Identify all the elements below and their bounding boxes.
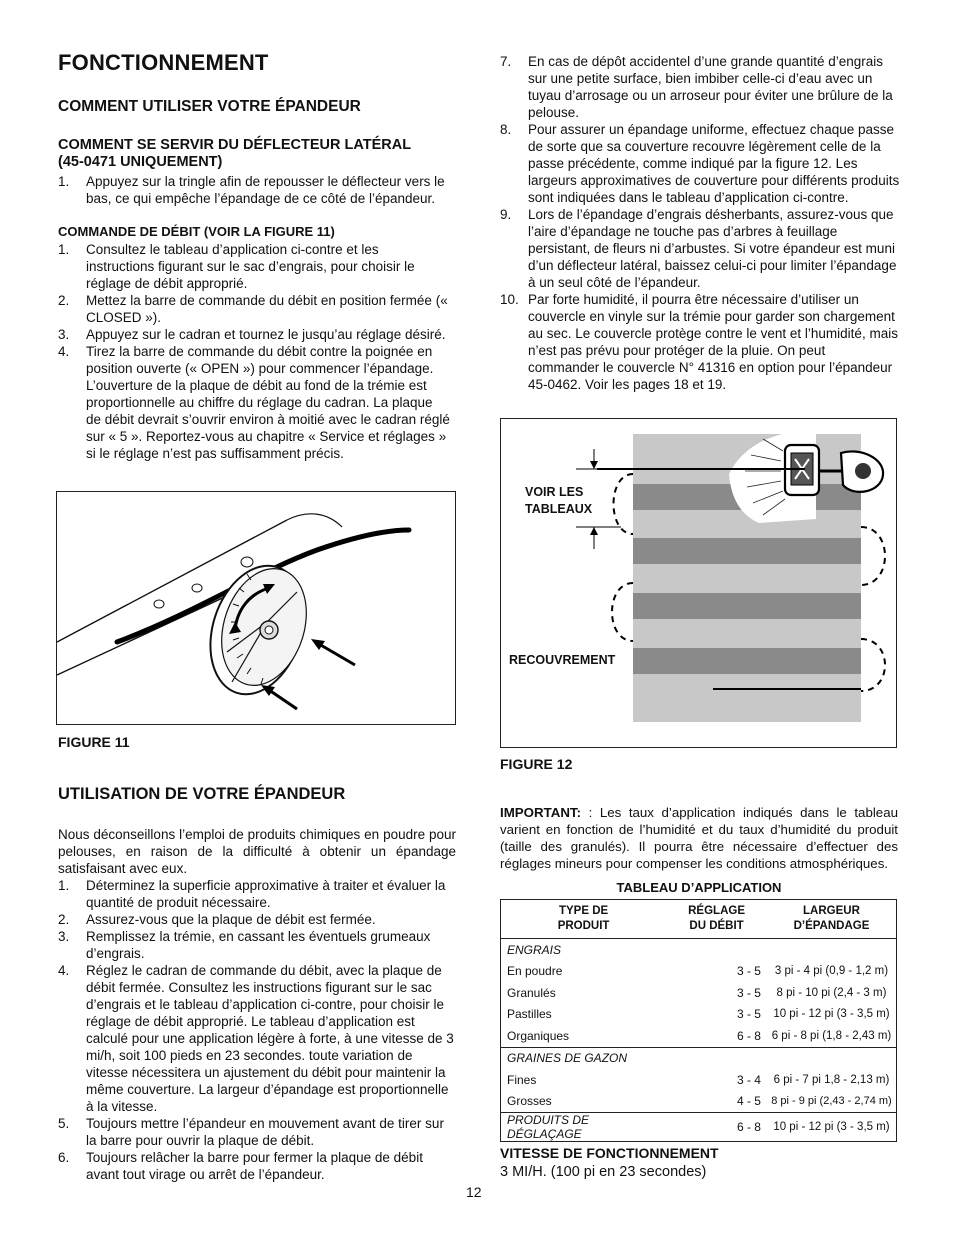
group-row: ENGRAIS bbox=[507, 942, 562, 957]
section-heading-usage: COMMENT UTILISER VOTRE ÉPANDEUR bbox=[58, 98, 361, 115]
figure-11-caption: FIGURE 11 bbox=[58, 734, 130, 750]
page-title: FONCTIONNEMENT bbox=[58, 50, 269, 75]
list-item: 9. Lors de l’épandage d’engrais désherbants, assurez-vous que l’aire d’épandage ne touche pas d’arbres à feuillage persistant, de fleurs ni d’arbustes. Si votre épandeur est muni d’un déflecteur latéral, baissez celui-ci pour limiter l’épandage à un seul côté de l’épandeur. bbox=[500, 207, 897, 290]
list-item: 8. Pour assurer un épandage uniforme, effectuez chaque passe de sorte que sa couverture recouvre légèrement celle de la passe précédente, comme indiqué par la figure 12. Les largeurs approximatives de couverture pour différents produits sont indiquées dans le tableau d’application ci-contre. bbox=[500, 122, 900, 205]
subsection-heading-rate: COMMANDE DE DÉBIT (VOIR LA FIGURE 11) bbox=[58, 224, 335, 239]
list-item: 3. Remplissez la trémie, en cassant les éventuels grumeaux d’engrais. bbox=[58, 929, 431, 961]
speed-title: VITESSE DE FONCTIONNEMENT bbox=[500, 1145, 719, 1161]
table-row: Grosses 4 - 5 8 pi - 9 pi (2,43 - 2,74 m) bbox=[507, 1094, 892, 1109]
list-item: 2. Assurez-vous que la plaque de débit est fermée. bbox=[58, 912, 376, 927]
overlap-label: RECOUVREMENT bbox=[509, 653, 616, 667]
table-group-deglacage bbox=[501, 1113, 897, 1142]
section-heading-utilisation: UTILISATION DE VOTRE ÉPANDEUR bbox=[58, 785, 346, 803]
table-row: Pastilles 3 - 5 10 pi - 12 pi (3 - 3,5 m) bbox=[507, 1007, 890, 1022]
see-tables-label: VOIR LES TABLEAUX bbox=[525, 485, 593, 516]
intro-paragraph: Nous déconseillons l’emploi de produits chimiques en poudre pour pelouses, en raison de la difficulté à obtenir un épandage satisfaisant avec eux. bbox=[58, 827, 456, 876]
list-item: 1. Appuyez sur la tringle afin de repousser le déflecteur vers le bas, ce qui empêche l’épandage de ce côté de l’épandeur. bbox=[58, 174, 445, 206]
care-steps bbox=[500, 53, 900, 393]
figure-12-illustration bbox=[500, 418, 897, 748]
deflector-steps bbox=[58, 173, 450, 207]
figure-12-caption: FIGURE 12 bbox=[500, 756, 573, 772]
page-number: 12 bbox=[466, 1184, 482, 1200]
list-item: 7. En cas de dépôt accidentel d’une grande quantité d’engrais sur une petite surface, bien imbiber celle-ci d’eau avec un tuyau d’arrosage ou un arroseur pour éviter une brûlure de la pelouse. bbox=[500, 54, 893, 120]
list-item: 3. Appuyez sur le cadran et tournez le jusqu’au réglage désiré. bbox=[58, 327, 446, 342]
column-header-setting: RÉGLAGE DU DÉBIT bbox=[688, 905, 745, 932]
subsection-heading-deflector: COMMENT SE SERVIR DU DÉFLECTEUR LATÉRAL (45-0471 UNIQUEMENT) bbox=[58, 137, 412, 170]
rate-dial-drawing bbox=[57, 492, 455, 724]
list-item: 2. Mettez la barre de commande du débit en position fermée (« CLOSED »). bbox=[58, 293, 448, 325]
table-row: Granulés 3 - 5 8 pi - 10 pi (2,4 - 3 m) bbox=[507, 985, 887, 1000]
list-item: 1. Consultez le tableau d’application ci-contre et les instructions figurant sur le sac d’engrais, pour choisir le réglage de débit approprié. bbox=[58, 242, 415, 291]
table-row: PRODUITS DE DÉGLAÇAGE 6 - 8 10 pi - 12 pi (3 - 3,5 m) bbox=[507, 1113, 890, 1141]
list-item: 4. Tirez la barre de commande du débit contre la poignée en position ouverte (« OPEN ») pour commencer l’épandage. L’ouverture de la plaque de débit au fond de la trémie est proportionnelle au chiffre du réglage du cadran. La plaque de débit devrait s’ouvrir environ à moitié avec le cadran réglé sur « 5 ». Reportez-vous au chapitre « Service et réglages » si le réglage n’est pas suffisamment précis. bbox=[58, 344, 450, 461]
table-header-row bbox=[501, 900, 897, 939]
rate-steps bbox=[58, 241, 450, 462]
figure-11-illustration bbox=[56, 491, 456, 725]
list-item: 1. Déterminez la superficie approximative à traiter et évaluer la quantité de produit nécessaire. bbox=[58, 878, 446, 910]
table-group-graines bbox=[501, 1047, 897, 1113]
table-row: Fines 3 - 4 6 pi - 7 pi 1,8 - 2,13 m) bbox=[507, 1072, 890, 1087]
usage-steps bbox=[58, 877, 454, 1183]
column-header-product: TYPE DE PRODUIT bbox=[557, 905, 610, 932]
table-row: En poudre 3 - 5 3 pi - 4 pi (0,9 - 1,2 m) bbox=[507, 964, 889, 979]
list-item: 6. Toujours relâcher la barre pour fermer la plaque de débit avant tout virage ou arrêt de l’épandeur. bbox=[58, 1150, 423, 1182]
application-table bbox=[500, 899, 897, 1142]
column-header-width: LARGEUR D’ÉPANDAGE bbox=[793, 905, 870, 932]
overlap-diagram bbox=[501, 419, 896, 747]
table-row: Organiques 6 - 8 6 pi - 8 pi (1,8 - 2,43 m) bbox=[507, 1028, 892, 1043]
list-item: 5. Toujours mettre l’épandeur en mouvement avant de tirer sur la barre pour ouvrir la plaque de débit. bbox=[58, 1116, 444, 1148]
table-title: TABLEAU D’APPLICATION bbox=[616, 880, 782, 895]
speed-text: 3 MI/H. (100 pi en 23 secondes) bbox=[500, 1164, 707, 1180]
important-note: IMPORTANT: : Les taux d’application indiqués dans le tableau varient en fonction de l’humidité et du taux d’humidité du produit (taille des granulés). Il pourra être nécessaire d’effectuer des réglages mineurs pour compenser les conditions atmosphériques. bbox=[500, 805, 898, 871]
list-item: 4. Réglez le cadran de commande du débit, avec la plaque de débit fermée. Consultez les instructions figurant sur le sac d’engrais et le tableau d’application ci-contre, pour choisir le réglage de débit approprié. Le tableau d’application est calculé pour une application légère à forte, à une vitesse de 3 mi/h, soit 100 pieds en 23 secondes. toute variation de vitesse nécessitera un ajustement du débit pour maintenir la même couverture. La largeur d’épandage est proportionnelle à la vitesse. bbox=[58, 963, 454, 1114]
group-row: GRAINES DE GAZON bbox=[507, 1051, 628, 1066]
list-item: 10. Par forte humidité, il pourra être nécessaire d’utiliser un couvercle en vinyle sur la trémie pour garder son chargement au sec. Le couvercle protège contre le vent et l’humidité, mais n’est pas prévu pour protéger de la pluie. On peut commander le couvercle N° 41316 en option pour l’épandeur 45-0462. Voir les pages 18 et 19. bbox=[500, 292, 898, 392]
table-group-engrais bbox=[501, 939, 897, 1048]
